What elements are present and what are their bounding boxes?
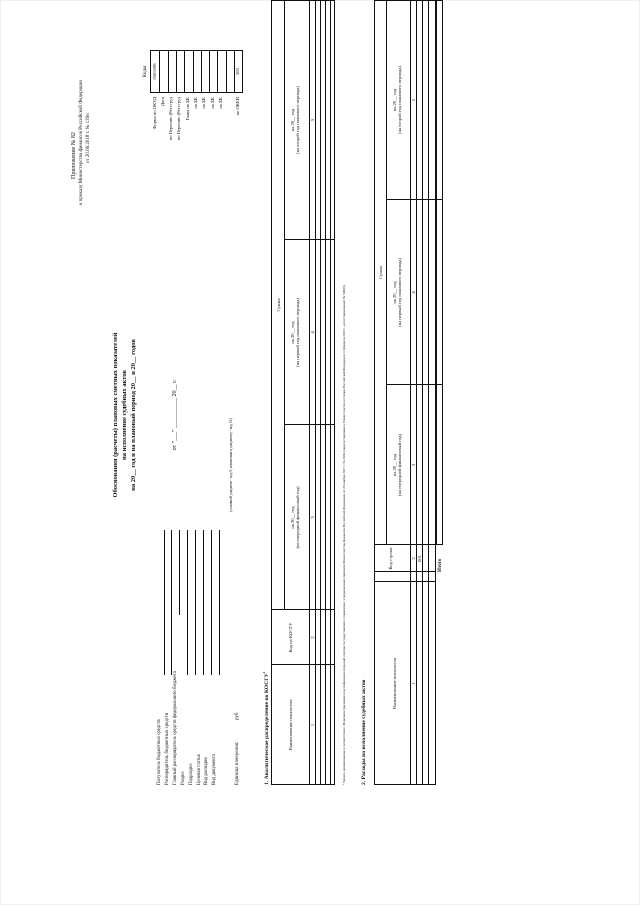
codes-row-label: по Перечню (Реестру) xyxy=(176,97,182,141)
s2-year3-sub: (на второй год планового периода) xyxy=(397,66,403,134)
codes-row-label: по БК xyxy=(201,97,207,109)
requisite-fill-line xyxy=(179,530,180,615)
document-title: Обоснования (расчеты) плановых сметных показателей xyxy=(112,332,119,498)
codes-row-line xyxy=(226,50,227,93)
requisite-label: Получатель бюджетных средств xyxy=(157,719,162,785)
codes-row-line xyxy=(159,50,160,93)
requisite-fill-line xyxy=(203,530,204,675)
codes-row-label: по БК xyxy=(193,97,198,109)
requisite-label: Главный распорядитель средств федерального бюджета xyxy=(172,671,178,785)
s2-col-line xyxy=(374,581,436,582)
appendix-number: Приложение № 82 xyxy=(71,132,77,179)
s2-header-year2 xyxy=(392,202,403,383)
codes-row-line xyxy=(184,50,185,93)
s1-colnum: 4 xyxy=(310,331,315,334)
requisite-label: Раздел xyxy=(180,771,186,785)
s1-header-name: Наименование показателя xyxy=(288,699,293,751)
s2-total-row xyxy=(436,0,443,545)
codes-row-label: по ОКЕИ xyxy=(234,97,240,116)
s2-year3-label: на 20__ год xyxy=(392,88,397,112)
codes-row-line xyxy=(217,50,218,93)
s2-header-code: Код строки xyxy=(388,547,393,570)
s1-row-line xyxy=(284,0,285,610)
s1-year1-label: на 20__ год xyxy=(290,506,295,529)
codes-row-label: по БК xyxy=(217,97,223,109)
requisite-label: Вид документа xyxy=(212,754,218,785)
codes-row-label: по БК xyxy=(209,97,215,109)
codes-row-value: 383 xyxy=(234,68,240,75)
codes-row-line xyxy=(176,50,177,93)
section1-footnote-mark: 1 xyxy=(262,671,266,674)
s2-total-label: Итого xyxy=(438,558,443,572)
codes-row-line xyxy=(201,50,202,93)
s2-total-col-line xyxy=(436,199,443,200)
s1-row-line xyxy=(320,0,321,785)
s1-row-line xyxy=(330,0,331,785)
requisite-label: Вид расходов xyxy=(204,757,210,785)
codes-table xyxy=(150,50,243,93)
codes-row-value: 0505598 xyxy=(151,63,157,80)
s1-colnum: 5 xyxy=(310,118,315,122)
s2-colnum: 3 xyxy=(411,463,416,467)
requisite-fill-line xyxy=(187,530,188,675)
planning-period-line: на 20__ год и на плановый период 20__ и 20__ годов xyxy=(130,339,137,491)
s2-row-line xyxy=(428,0,429,785)
s2-colnum: 1 xyxy=(411,682,416,685)
document-kind-hint: (основной документ - код 0; изменения к документу - код 02) xyxy=(229,418,233,512)
s1-colnum: 3 xyxy=(310,516,315,519)
footnote: ¹ Указать наименования в соответствии с Перечнем признаков классификации операций сектора государственного управления, утвержденным приказом Министерства финансов Российской Федерации от 29 ноября 2017 г. № 209н (зарегистрирован в Министерстве юстиции Российской Федерации 12 февраля 2018 г., регистрационный № 50003). xyxy=(342,284,346,785)
requisite-label: Целевая статья xyxy=(196,754,202,785)
requisite-fill-line xyxy=(211,530,212,675)
requisite-label: Распорядитель бюджетных средств xyxy=(164,712,170,785)
order-date: от 20.06.2018 г. № 139н xyxy=(86,113,91,163)
s1-year3-sub: (на второй год планового периода) xyxy=(295,86,301,154)
s2-colnum: 5 xyxy=(411,98,416,102)
document-date-line: от "___" __________ 20__ г. xyxy=(172,379,178,451)
codes-row-label: Глава по БК xyxy=(184,97,190,121)
s2-header-year1 xyxy=(392,387,403,543)
order-reference: к приказу Министерства финансов Российской Федерации xyxy=(79,80,84,205)
s1-header-sum: Сумма xyxy=(276,298,281,312)
section1-title-text: 1. Аналитическое распределение по КОСГУ xyxy=(263,673,270,785)
unit-value: руб xyxy=(235,712,240,720)
s2-colnum: 2 xyxy=(411,557,416,560)
requisite-fill-line xyxy=(171,530,172,675)
unit-label: Единица измерения: xyxy=(235,741,240,785)
s2-row-code: 001 xyxy=(417,555,422,562)
s1-year2-sub: (на первый год планового периода) xyxy=(295,298,301,367)
s2-total-col-line xyxy=(436,384,443,385)
codes-row-label: Форма по ОКУД xyxy=(151,97,157,130)
codes-row-line xyxy=(193,50,194,93)
requisite-label: Подраздел xyxy=(188,763,194,785)
s2-header-sum: Сумма xyxy=(378,266,383,280)
s1-header-year2 xyxy=(290,242,301,423)
requisite-fill-line xyxy=(219,530,220,675)
codes-row-label: Дата xyxy=(159,97,165,107)
codes-row-label: по Перечню (Реестру) xyxy=(168,97,174,141)
s2-header-year3 xyxy=(392,2,403,198)
codes-row-line xyxy=(168,50,169,93)
s2-year2-sub: (на первый год планового периода) xyxy=(397,258,403,327)
s2-year1-sub: (на очередной финансовый год) xyxy=(397,433,403,497)
s2-year2-label: на 20__ год xyxy=(392,281,397,304)
section1-title xyxy=(263,671,270,785)
section2-title: 2. Расходы на исполнение судебных актов xyxy=(361,679,367,785)
s1-year3-label: на 20__ год xyxy=(290,108,295,132)
s2-row-line xyxy=(422,0,423,785)
s2-col-line xyxy=(374,571,436,572)
s2-header-name: Наименование показателя xyxy=(392,658,397,709)
requisite-fill-line xyxy=(195,530,196,675)
section2-table xyxy=(374,0,436,785)
s1-row-line xyxy=(325,0,326,785)
s1-year2-label: на 20__ год xyxy=(290,321,295,344)
s1-header-year1 xyxy=(290,427,301,608)
s2-col-line xyxy=(374,544,436,545)
s1-colnum: 2 xyxy=(310,636,315,639)
codes-header: Коды xyxy=(143,65,148,78)
s2-row-line xyxy=(386,0,387,545)
s1-header-code: Код по КОСГУ xyxy=(288,622,293,653)
s1-year1-sub: (на очередной финансовый год) xyxy=(295,486,301,549)
s2-year1-label: на 20__ год xyxy=(392,453,397,477)
s2-colnum: 4 xyxy=(411,291,416,294)
requisite-fill-line xyxy=(164,530,165,675)
codes-row-line xyxy=(209,50,210,93)
document-subtitle: на исполнение судебных актов xyxy=(121,370,128,460)
s1-colnum: 1 xyxy=(310,723,315,727)
s1-header-year3 xyxy=(290,2,301,238)
